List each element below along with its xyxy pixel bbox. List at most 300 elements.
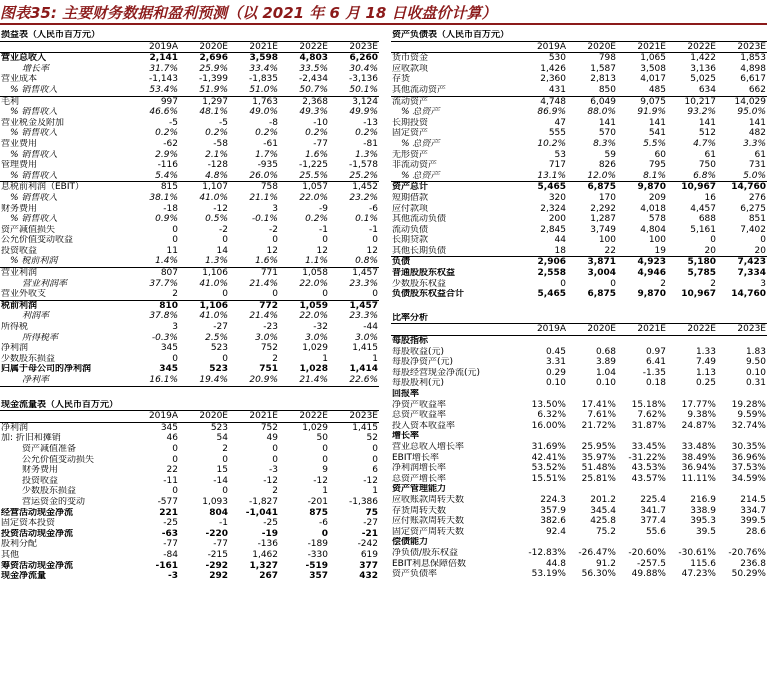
row-value: 772 [259,300,278,311]
row-value: 5,025 [690,74,716,85]
row-label: 存货周转天数 [392,505,447,516]
row-value: -58 [213,138,228,149]
row-label: 每股股利(元) [392,378,445,389]
row-value: 0 [372,443,378,454]
row-value: 4,018 [640,203,666,214]
row-value [517,484,567,495]
cashflow-section-title-row [0,400,379,411]
row-value: -215 [207,549,228,560]
row-value: 1 [322,486,328,497]
row-label: 总资产增长率 [392,473,447,484]
row-value: 530 [548,53,566,64]
row-value: 33.48% [681,441,716,452]
row-label: 加: 折旧和摊销 [1,433,61,444]
left-column [0,30,379,582]
row-value: 850 [567,85,617,96]
row-value: -0.1% [251,214,278,225]
table-row [391,279,767,290]
row-value: 1,106 [199,300,228,311]
row-label: 应付账款周转天数 [392,516,465,527]
year-header: 2021E [229,41,279,53]
row-value: 320 [548,192,566,203]
row-value: 88.0% [587,107,616,118]
row-value: 22 [166,465,178,476]
row-value: 1.83 [745,346,766,357]
table-row [0,311,379,322]
row-value: 758 [260,182,278,193]
row-label: 营业费用 [1,138,38,149]
table-row [0,550,379,561]
row-value: 377.4 [640,516,666,527]
row-value: -519 [305,560,328,571]
row-value: 341.7 [640,505,666,516]
table-row [391,74,767,85]
row-value: 31.87% [631,420,666,431]
row-value [667,431,717,442]
row-value: 15.51% [531,473,566,484]
row-value: 37.8% [149,311,178,322]
row-value: 25.95% [581,441,616,452]
year-header: 2019A [129,411,179,423]
row-value: 1,415 [352,343,378,354]
row-value: 1,452 [352,182,378,193]
table-row [0,486,379,497]
row-value: -77 [213,539,228,550]
row-label: 投资活动现金净流 [1,528,74,539]
row-value: -1,399 [198,74,228,85]
row-value: -292 [205,560,228,571]
row-value: 0.25 [695,378,716,389]
row-value: 4,923 [637,257,666,268]
row-value: 1,763 [252,96,278,107]
row-value: 1,462 [252,549,278,560]
row-value: 0 [272,454,278,465]
header-spacer [0,411,129,423]
title-bar [0,0,767,25]
row-label: 营业总收入 [1,53,47,64]
row-value: 276 [748,192,766,203]
row-value: 2,813 [590,74,616,85]
row-value: -0.3% [151,332,178,343]
table-row [391,96,767,107]
row-value: 33.4% [249,63,278,74]
row-value: 5.4% [129,171,179,182]
year-header: 2022E [279,411,329,423]
table-row [391,182,767,193]
table-row [391,442,767,453]
row-value: 0.10 [595,378,616,389]
table-row [0,256,379,267]
row-value: -3 [269,465,278,476]
table-row [391,235,767,246]
row-value: 236.8 [740,558,766,569]
row-value: 51.9% [179,85,229,96]
row-value: 5,161 [690,224,716,235]
row-value: 5,180 [687,257,716,268]
row-value: -10 [313,117,328,128]
row-label: 归属于母公司的净利润 [1,364,92,375]
row-value: 216.9 [690,494,716,505]
row-value: 41.0% [199,311,228,322]
row-value: 810 [159,300,178,311]
row-value: 875 [309,507,328,518]
table-row [391,128,767,139]
row-value: -935 [257,160,278,171]
row-value: 44 [554,235,566,246]
row-value: 95.0% [737,107,766,118]
row-label: 公允价值变动收益 [1,235,74,246]
row-value: 717 [548,160,566,171]
row-value: 0.2% [255,128,278,139]
row-value: 512 [698,128,716,139]
row-value: -3 [168,571,178,582]
row-value: 1,057 [302,182,328,193]
row-value: 214.5 [740,494,766,505]
row-value: 4,804 [640,224,666,235]
row-label: 长期投资 [392,117,429,128]
row-value: 4,017 [640,74,666,85]
row-value [667,537,717,548]
row-value: 6,617 [740,74,766,85]
row-label: 净资产收益率 [392,399,447,410]
table-row [391,160,767,171]
row-value: -26.47% [578,547,616,558]
row-value: 377 [359,560,378,571]
row-value: 19.4% [179,375,229,386]
row-label: 筹资活动现金净流 [1,560,74,571]
row-label: 资产减值准备 [22,443,77,454]
row-value: 3.0% [355,332,378,343]
row-label: 存货 [392,74,411,85]
row-label: % 总资产 [391,171,517,182]
row-value: 49.0% [249,107,278,118]
row-value: 2 [222,443,228,454]
table-row [0,455,379,466]
row-value: 0.2% [205,128,228,139]
row-value: 12 [316,245,328,256]
row-label: 净负债/股东权益 [392,547,459,558]
row-label: 净利润 [1,343,29,354]
row-value: 345.4 [590,505,616,516]
year-header: 2022E [279,41,329,53]
row-value: 26.0% [229,171,279,182]
row-value: 17.41% [581,399,616,410]
balance-section-title-row [391,30,767,41]
row-label: 回报率 [392,389,420,399]
table-row [0,364,379,375]
row-value: 0 [272,443,278,454]
row-value: 555 [548,128,566,139]
row-value: 200 [548,214,566,225]
row-label: 无形资产 [392,149,429,160]
row-value: 0.2% [355,128,378,139]
row-label: 现金净流量 [1,571,47,582]
row-value: 0 [322,454,328,465]
row-value: 5,465 [537,182,566,193]
balance-year-header [391,41,767,53]
row-value: 1 [322,353,328,364]
row-value: 731 [748,160,766,171]
row-value: 2,324 [540,203,566,214]
row-value: 485 [617,85,667,96]
row-value: 19.28% [731,399,766,410]
row-value: 6.32% [537,410,566,421]
row-value: 0 [760,235,766,246]
row-value: 75.2 [595,526,616,537]
income-year-header [0,41,379,53]
row-value: 37.53% [731,463,766,474]
row-value: 13.50% [531,399,566,410]
row-value: 21.4% [249,311,278,322]
row-value: 0.8% [329,256,379,267]
row-value: 31.7% [149,63,178,74]
row-value: -1,041 [245,507,278,518]
table-row [0,85,379,96]
row-value: 0 [172,454,178,465]
row-value: 7.49 [695,357,716,368]
row-value [567,336,617,347]
table-row [0,300,379,311]
row-label: 股利分配 [1,539,38,550]
row-value: -18 [163,203,178,214]
row-value: 345 [159,364,178,375]
header-spacer [391,41,517,53]
row-value: 19 [617,246,667,257]
row-value: 50 [316,433,328,444]
row-value: -32 [313,322,328,333]
row-value: 2.9% [155,149,178,160]
row-label: 利润率 [22,311,50,322]
row-value: 7,334 [737,268,766,279]
row-value: 37.7% [149,278,178,289]
table-row [0,279,379,290]
row-value: 92.4 [545,526,566,537]
row-value: 6,275 [740,203,766,214]
row-value: 49.88% [631,569,666,580]
row-value: 50.1% [329,85,379,96]
row-value: 36.96% [731,452,766,463]
row-label: 营业利润 [1,268,38,279]
row-value: 0 [322,443,328,454]
row-value: 1,107 [202,182,228,193]
row-label: 少数股东权益 [392,278,447,289]
table-row [391,516,767,527]
row-value: 1,029 [302,343,328,354]
row-value [567,537,617,548]
table-row [391,559,767,570]
row-value: 11.11% [681,473,716,484]
row-value: 8.3% [593,138,616,149]
table-row [0,433,379,444]
row-value: -1,578 [348,160,378,171]
row-value: 523 [210,343,228,354]
row-value: 798 [598,53,616,64]
row-label: % 税前利润 [0,256,129,267]
row-value: 35.97% [581,452,616,463]
row-value: 0.97 [645,346,666,357]
row-value: 38.49% [681,452,716,463]
row-value: 16 [704,192,716,203]
row-value: 28.6 [745,526,766,537]
row-value: 795 [648,160,666,171]
table-row [0,64,379,75]
row-label: 息税前利润（EBIT） [1,182,85,193]
row-value: -20.60% [628,547,666,558]
row-value: 1,058 [302,268,328,279]
table-row [0,182,379,193]
row-value: 3 [272,203,278,214]
row-value: 345 [160,422,178,433]
row-label: % 销售收入 [10,192,58,203]
row-value: -128 [207,160,228,171]
row-value: 5.0% [717,171,767,182]
row-value: -63 [161,528,178,539]
row-label: 其他长期负债 [391,246,517,257]
row-value: 0 [279,289,329,300]
table-row [391,246,767,257]
row-label: 每股净资产(元) [392,357,454,368]
cashflow-section-title: 现金流量表（人民币百万元） [0,400,379,411]
row-value: 0 [321,528,328,539]
row-value: 0.68 [595,346,616,357]
row-value: 5.5% [643,138,666,149]
row-label: 资产负债率 [392,569,438,580]
table-row [0,354,379,365]
table-row [0,561,379,572]
row-value: 3,598 [249,53,278,64]
row-label: 总资产收益率 [392,410,447,421]
table-row [0,171,379,182]
row-value: 22.6% [329,375,379,386]
row-value [567,431,617,442]
row-value: 9,075 [640,96,666,107]
row-value: 334.7 [740,505,766,516]
row-label: 营业税金及附加 [1,117,65,128]
row-label: 投资收益 [22,475,59,486]
row-value: 7,402 [740,224,766,235]
row-value: 4.7% [693,138,716,149]
row-value: 2 [272,353,278,364]
row-value: 1.13 [695,367,716,378]
row-value: 2,845 [540,224,566,235]
row-value: 21.72% [581,420,616,431]
row-value: -9 [319,203,328,214]
row-value: 3,508 [640,63,666,74]
row-value: 61 [704,149,716,160]
table-row [0,497,379,508]
row-value: 31.69% [531,441,566,452]
row-value: 51.48% [581,463,616,474]
row-value: 578 [648,214,666,225]
year-header: 2022E [667,324,717,336]
year-header: 2019A [517,41,567,53]
row-value: 14,760 [731,182,766,193]
row-value: 170 [598,192,616,203]
row-label: 应收款项 [392,63,429,74]
row-value: -201 [307,496,328,507]
table-row [391,527,767,538]
table-row [391,421,767,432]
income-section-title-row [0,30,379,41]
row-value: 292 [209,571,228,582]
row-label: 固定资本投资 [1,518,56,529]
table-row [391,150,767,161]
row-value: 432 [359,571,378,582]
row-value: 2 [272,486,278,497]
row-value: 53.4% [129,85,179,96]
row-value: 2.1% [205,149,228,160]
row-value: -20.76% [728,547,766,558]
row-value: 1.4% [129,256,179,267]
row-value: 4,946 [637,268,666,279]
row-value [517,537,567,548]
row-value [517,431,567,442]
row-value: 8.1% [617,171,667,182]
row-value: 3.89 [595,357,616,368]
row-value: 1,422 [690,53,716,64]
row-value: 523 [209,364,228,375]
row-label: 负债股东权益合计 [392,289,465,300]
row-value: 141 [748,117,766,128]
row-value: -2 [269,224,278,235]
row-value: 38.1% [149,192,178,203]
row-value: 42.41% [531,452,566,463]
row-value: -14 [213,475,228,486]
header-spacer [391,324,517,336]
ratios-year-header [391,324,767,336]
row-label: 应收账款周转天数 [392,494,465,505]
row-value [667,484,717,495]
row-value: 23.2% [349,192,378,203]
row-value: 2,558 [537,268,566,279]
row-label: 经营活动现金净流 [1,507,74,518]
row-value: -5 [169,117,178,128]
row-value: 1,028 [299,364,328,375]
row-label: 每股指标 [392,336,429,347]
ratios-section-title: 比率分析 [391,313,767,324]
row-value: 1 [372,486,378,497]
row-value [667,336,717,347]
row-value: 1,093 [202,496,228,507]
table-row [0,118,379,129]
row-value: 141 [698,117,716,128]
row-value: 1,106 [202,268,228,279]
row-value: 357.9 [540,505,566,516]
table-row [391,506,767,517]
row-value: 75 [365,507,378,518]
row-value: 3.0% [305,332,328,343]
row-value: -220 [205,528,228,539]
row-value: 1,297 [202,96,228,107]
row-value: 46.6% [149,107,178,118]
row-value: 0 [610,278,616,289]
row-value: -12.83% [528,547,566,558]
row-value: -8 [269,117,278,128]
row-value: 0 [372,235,378,246]
year-header: 2022E [667,41,717,53]
row-label: 资产管理能力 [392,484,447,495]
table-row [391,389,767,400]
row-value: -31.22% [628,452,666,463]
table-row [391,537,767,548]
row-value: 9,870 [637,289,666,300]
year-header: 2020E [179,411,229,423]
row-value: 100 [598,235,616,246]
row-value: 750 [698,160,716,171]
table-row [0,343,379,354]
table-row [391,204,767,215]
row-value: 357 [309,571,328,582]
